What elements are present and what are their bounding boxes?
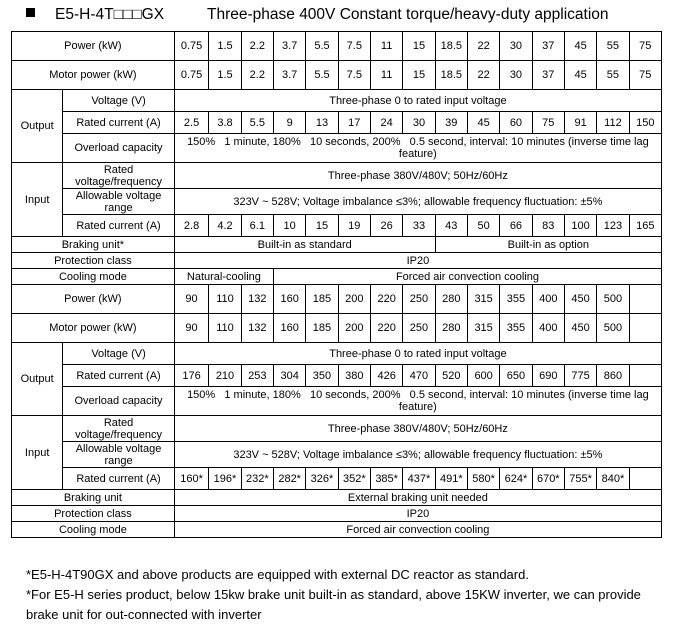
value-cell: 15 xyxy=(306,215,338,237)
value-cell: 670* xyxy=(532,468,564,490)
model-code: E5-H-4T□□□GX xyxy=(55,6,165,23)
value-cell: 210 xyxy=(209,365,241,387)
value-cell: 22 xyxy=(467,61,499,90)
value-cell: 185 xyxy=(306,285,338,314)
value-cell: 185 xyxy=(306,314,338,343)
braking-option: Built-in as option xyxy=(435,237,661,253)
label-voltage-range: Allowable voltage range xyxy=(63,442,175,468)
value-cell: 315 xyxy=(467,314,499,343)
value-cell: 250 xyxy=(403,314,435,343)
value-cell: 3.7 xyxy=(273,32,305,61)
value-cell: 400 xyxy=(532,314,564,343)
value-cell: 580* xyxy=(467,468,499,490)
value-cell: 624* xyxy=(500,468,532,490)
input-range-value: 323V ~ 528V; Voltage imbalance ≤3%; allowable frequency fluctuation: ±5% xyxy=(174,189,661,215)
row-overload xyxy=(12,387,662,416)
output-voltage-value: Three-phase 0 to rated input voltage xyxy=(174,343,661,365)
value-cell: 491* xyxy=(435,468,467,490)
value-cell: 15 xyxy=(403,32,435,61)
value-cell: 90 xyxy=(174,285,209,314)
label-braking: Braking unit* xyxy=(12,237,175,253)
value-cell: 1.5 xyxy=(209,32,241,61)
value-cell: 83 xyxy=(532,215,564,237)
value-cell: 91 xyxy=(564,112,596,134)
row-input-range xyxy=(12,442,662,468)
value-cell: 37 xyxy=(532,32,564,61)
row-motor-power xyxy=(12,61,662,90)
value-cell: 132 xyxy=(241,285,273,314)
value-cell: 200 xyxy=(338,314,370,343)
value-cell: 45 xyxy=(564,61,596,90)
title-description: Three-phase 400V Constant torque/heavy-duty application xyxy=(207,6,609,23)
value-cell: 75 xyxy=(629,61,661,90)
value-cell: 0.75 xyxy=(174,32,209,61)
value-cell: 355 xyxy=(500,285,532,314)
label-motor-power: Motor power (kW) xyxy=(12,61,175,90)
group-output: Output xyxy=(12,90,63,163)
cooling-value: Forced air convection cooling xyxy=(174,522,661,538)
row-output-current xyxy=(12,365,662,387)
value-cell: 37 xyxy=(532,61,564,90)
value-cell: 350 xyxy=(306,365,338,387)
value-cell: 2.2 xyxy=(241,61,273,90)
value-cell: 380 xyxy=(338,365,370,387)
row-input-current xyxy=(12,468,662,490)
value-cell: 17 xyxy=(338,112,370,134)
label-overload: Overload capacity xyxy=(63,387,175,416)
value-cell: 450 xyxy=(564,314,596,343)
value-cell: 355 xyxy=(500,314,532,343)
value-cell: 326* xyxy=(306,468,338,490)
value-cell: 15 xyxy=(403,61,435,90)
value-cell: 18.5 xyxy=(435,32,467,61)
value-cell: 280 xyxy=(435,314,467,343)
label-motor-power: Motor power (kW) xyxy=(12,314,175,343)
value-cell: 60 xyxy=(500,112,532,134)
value-cell: 33 xyxy=(403,215,435,237)
value-cell: 250 xyxy=(403,285,435,314)
value-cell: 304 xyxy=(273,365,305,387)
label-voltage-range: Allowable voltage range xyxy=(63,189,175,215)
footnotes xyxy=(26,565,666,625)
label-voltage: Voltage (V) xyxy=(63,343,175,365)
label-rated-voltage-frequency: Rated voltage/frequency xyxy=(63,416,175,442)
value-cell: 22 xyxy=(467,32,499,61)
value-cell: 160 xyxy=(273,285,305,314)
value-cell: 160* xyxy=(174,468,209,490)
group-output: Output xyxy=(12,343,63,416)
value-cell: 165 xyxy=(629,215,661,237)
braking-value: External braking unit needed xyxy=(174,490,661,506)
value-cell: 520 xyxy=(435,365,467,387)
row-cooling xyxy=(12,269,662,285)
value-cell: 66 xyxy=(500,215,532,237)
value-cell: 840* xyxy=(597,468,629,490)
value-cell: 110 xyxy=(209,285,241,314)
cooling-forced: Forced air convection cooling xyxy=(273,269,661,285)
row-power xyxy=(12,32,662,61)
label-overload: Overload capacity xyxy=(63,134,175,163)
value-cell: 253 xyxy=(241,365,273,387)
value-cell: 90 xyxy=(174,314,209,343)
overload-value: 150% 1 minute, 180% 10 seconds, 200% 0.5 second, interval: 10 minutes (inverse time lag feature) xyxy=(174,134,661,163)
value-cell: 775 xyxy=(564,365,596,387)
row-input-rated xyxy=(12,163,662,189)
value-cell: 282* xyxy=(273,468,305,490)
value-cell: 112 xyxy=(597,112,629,134)
value-cell: 650 xyxy=(500,365,532,387)
group-input: Input xyxy=(12,416,63,490)
page-title xyxy=(26,6,676,32)
input-rated-value: Three-phase 380V/480V; 50Hz/60Hz xyxy=(174,163,661,189)
empty-cell xyxy=(629,314,661,343)
value-cell: 450 xyxy=(564,285,596,314)
value-cell: 220 xyxy=(370,314,402,343)
protection-value: IP20 xyxy=(174,506,661,522)
empty-cell xyxy=(629,285,661,314)
group-input: Input xyxy=(12,163,63,237)
label-voltage: Voltage (V) xyxy=(63,90,175,112)
value-cell: 132 xyxy=(241,314,273,343)
value-cell: 220 xyxy=(370,285,402,314)
cooling-natural: Natural-cooling xyxy=(174,269,273,285)
value-cell: 352* xyxy=(338,468,370,490)
value-cell: 43 xyxy=(435,215,467,237)
row-power xyxy=(12,285,662,314)
footnote-1: *E5-H-4T90GX and above products are equipped with external DC reactor as standard. xyxy=(26,567,529,582)
value-cell: 10 xyxy=(273,215,305,237)
protection-value: IP20 xyxy=(174,253,661,269)
value-cell: 26 xyxy=(370,215,402,237)
label-protection: Protection class xyxy=(12,506,175,522)
value-cell: 110 xyxy=(209,314,241,343)
value-cell: 400 xyxy=(532,285,564,314)
row-input-current xyxy=(12,215,662,237)
input-range-value: 323V ~ 528V; Voltage imbalance ≤3%; allowable frequency fluctuation: ±5% xyxy=(174,442,661,468)
value-cell: 385* xyxy=(370,468,402,490)
value-cell: 3.8 xyxy=(209,112,241,134)
value-cell: 7.5 xyxy=(338,32,370,61)
value-cell: 860 xyxy=(597,365,629,387)
value-cell: 7.5 xyxy=(338,61,370,90)
value-cell: 232* xyxy=(241,468,273,490)
row-output-voltage xyxy=(12,343,662,365)
value-cell: 755* xyxy=(564,468,596,490)
value-cell: 55 xyxy=(597,32,629,61)
value-cell: 9 xyxy=(273,112,305,134)
value-cell: 2.5 xyxy=(174,112,209,134)
row-braking xyxy=(12,237,662,253)
value-cell: 75 xyxy=(629,32,661,61)
value-cell: 11 xyxy=(370,61,402,90)
value-cell: 39 xyxy=(435,112,467,134)
value-cell: 3.7 xyxy=(273,61,305,90)
row-cooling xyxy=(12,522,662,538)
row-overload xyxy=(12,134,662,163)
label-rated-current: Rated current (A) xyxy=(63,112,175,134)
value-cell: 50 xyxy=(467,215,499,237)
value-cell: 18.5 xyxy=(435,61,467,90)
label-rated-current: Rated current (A) xyxy=(63,365,175,387)
row-input-rated xyxy=(12,416,662,442)
empty-cell xyxy=(629,365,661,387)
row-output-voltage xyxy=(12,90,662,112)
value-cell: 426 xyxy=(370,365,402,387)
value-cell: 30 xyxy=(500,32,532,61)
value-cell: 690 xyxy=(532,365,564,387)
label-power: Power (kW) xyxy=(12,32,175,61)
value-cell: 75 xyxy=(532,112,564,134)
value-cell: 150 xyxy=(629,112,661,134)
value-cell: 13 xyxy=(306,112,338,134)
row-protection xyxy=(12,253,662,269)
row-input-range xyxy=(12,189,662,215)
value-cell: 123 xyxy=(597,215,629,237)
label-cooling: Cooling mode xyxy=(12,269,175,285)
label-protection: Protection class xyxy=(12,253,175,269)
value-cell: 19 xyxy=(338,215,370,237)
value-cell: 176 xyxy=(174,365,209,387)
overload-value: 150% 1 minute, 180% 10 seconds, 200% 0.5 second, interval: 10 minutes (inverse time lag feature) xyxy=(174,387,661,416)
braking-builtin: Built-in as standard xyxy=(174,237,435,253)
value-cell: 200 xyxy=(338,285,370,314)
label-rated-voltage-frequency: Rated voltage/frequency xyxy=(63,163,175,189)
value-cell: 600 xyxy=(467,365,499,387)
empty-cell xyxy=(629,468,661,490)
row-braking xyxy=(12,490,662,506)
label-input-current: Rated current (A) xyxy=(63,468,175,490)
label-input-current: Rated current (A) xyxy=(63,215,175,237)
label-braking: Braking unit xyxy=(12,490,175,506)
value-cell: 5.5 xyxy=(306,61,338,90)
value-cell: 2.8 xyxy=(174,215,209,237)
label-power: Power (kW) xyxy=(12,285,175,314)
value-cell: 1.5 xyxy=(209,61,241,90)
value-cell: 30 xyxy=(403,112,435,134)
value-cell: 160 xyxy=(273,314,305,343)
bullet-square-icon xyxy=(26,8,35,17)
value-cell: 0.75 xyxy=(174,61,209,90)
row-motor-power xyxy=(12,314,662,343)
value-cell: 55 xyxy=(597,61,629,90)
spec-table xyxy=(11,31,662,538)
row-output-current xyxy=(12,112,662,134)
row-protection xyxy=(12,506,662,522)
value-cell: 4.2 xyxy=(209,215,241,237)
value-cell: 315 xyxy=(467,285,499,314)
value-cell: 2.2 xyxy=(241,32,273,61)
value-cell: 100 xyxy=(564,215,596,237)
value-cell: 500 xyxy=(597,314,629,343)
value-cell: 5.5 xyxy=(306,32,338,61)
value-cell: 30 xyxy=(500,61,532,90)
value-cell: 45 xyxy=(564,32,596,61)
value-cell: 24 xyxy=(370,112,402,134)
value-cell: 280 xyxy=(435,285,467,314)
value-cell: 196* xyxy=(209,468,241,490)
footnote-2: *For E5-H series product, below 15kw brake unit built-in as standard, above 15KW inverter, we can provide brake unit for out-connected with inverter xyxy=(26,587,641,622)
value-cell: 470 xyxy=(403,365,435,387)
label-cooling: Cooling mode xyxy=(12,522,175,538)
output-voltage-value: Three-phase 0 to rated input voltage xyxy=(174,90,661,112)
value-cell: 45 xyxy=(467,112,499,134)
value-cell: 11 xyxy=(370,32,402,61)
input-rated-value: Three-phase 380V/480V; 50Hz/60Hz xyxy=(174,416,661,442)
value-cell: 437* xyxy=(403,468,435,490)
value-cell: 6.1 xyxy=(241,215,273,237)
value-cell: 5.5 xyxy=(241,112,273,134)
value-cell: 500 xyxy=(597,285,629,314)
